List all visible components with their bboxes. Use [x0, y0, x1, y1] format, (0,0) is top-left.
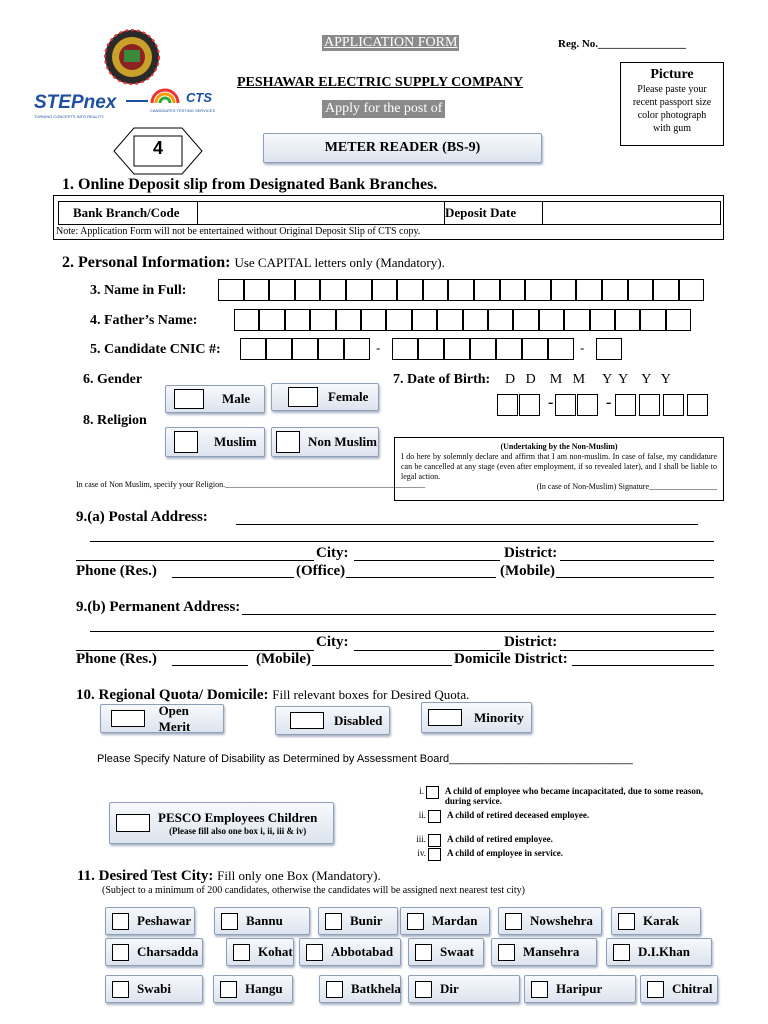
postal-city-label: City:: [316, 545, 349, 561]
open-merit-label: Open Merit: [158, 702, 191, 734]
permanent-district-input[interactable]: [560, 650, 714, 651]
father-char-box[interactable]: [590, 309, 615, 331]
father-char-box[interactable]: [336, 309, 361, 331]
test-city-label: Batkhela: [351, 981, 401, 996]
test-city-label: Swabi: [137, 981, 171, 996]
pesco-employees-children[interactable]: [109, 802, 334, 844]
name-char-box[interactable]: [218, 279, 244, 301]
gender-label: 6. Gender: [83, 372, 143, 387]
test-city-label: Dir: [440, 981, 459, 996]
gender-female-option[interactable]: [271, 383, 379, 411]
test-city-option[interactable]: [611, 907, 701, 935]
cnic-char-box[interactable]: [392, 338, 418, 360]
father-char-box[interactable]: [234, 309, 259, 331]
undertaking-text: I do here by solemnly declare and affirm that I am non-muslim. In case of false, my candidature can be cancelled at any stage (even after employment, if so revealed later), and I shall be liable to legal action.: [401, 452, 717, 481]
cts-logo-text: CTS: [186, 90, 212, 105]
religion-non-muslim-option[interactable]: [271, 427, 379, 457]
father-char-box[interactable]: [310, 309, 335, 331]
postal-line-2[interactable]: [90, 541, 714, 542]
test-city-option[interactable]: [213, 975, 293, 1003]
disabled-checkbox[interactable]: [290, 712, 324, 729]
separator-dash: -: [376, 340, 381, 355]
test-city-checkbox[interactable]: [415, 944, 432, 961]
deposit-date-label: Deposit Date: [445, 205, 517, 220]
father-char-box[interactable]: [259, 309, 284, 331]
postal-mobile-label: (Mobile): [500, 563, 555, 579]
cts-tagline: CANDIDATES TESTING SERVICES: [150, 108, 216, 113]
dob-digit-box[interactable]: [577, 394, 598, 416]
test-city-checkbox[interactable]: [233, 944, 250, 961]
separator-dash: -: [580, 340, 585, 355]
cnic-char-box[interactable]: [444, 338, 470, 360]
father-char-box[interactable]: [666, 309, 691, 331]
name-char-box[interactable]: [346, 279, 372, 301]
pesco-option-row[interactable]: [410, 834, 720, 847]
pesco-title: PESCO Employees Children: [158, 810, 318, 825]
stepnex-tagline: TURNING CONCEPTS INTO REALITY: [34, 114, 104, 119]
name-char-box[interactable]: [372, 279, 398, 301]
disabled-label: Disabled: [334, 712, 383, 728]
cnic-char-box[interactable]: [596, 338, 622, 360]
stepnex-logo-text: STEPnex: [34, 92, 117, 113]
section10-subtitle: Fill relevant boxes for Desired Quota.: [272, 687, 470, 702]
test-city-checkbox[interactable]: [325, 913, 342, 930]
pesco-option-number: iv.: [417, 848, 426, 858]
pesco-option-row[interactable]: [410, 848, 720, 861]
permanent-phone-res-label: Phone (Res.): [76, 651, 157, 667]
permanent-line-2[interactable]: [90, 631, 714, 632]
non-muslim-checkbox[interactable]: [276, 431, 300, 453]
dob-digit-box[interactable]: [687, 394, 708, 416]
test-city-checkbox[interactable]: [326, 981, 343, 998]
name-char-box[interactable]: [244, 279, 270, 301]
postal-line-3[interactable]: [76, 560, 314, 561]
pesco-option-checkbox[interactable]: [428, 834, 441, 847]
postal-phone-res-label: Phone (Res.): [76, 563, 157, 579]
postal-office-label: (Office): [296, 563, 346, 579]
cnic-char-box[interactable]: [418, 338, 444, 360]
cnic-char-box[interactable]: [470, 338, 496, 360]
cnic-char-box[interactable]: [240, 338, 266, 360]
permanent-phone-res-input[interactable]: [172, 665, 248, 666]
test-city-label: Mansehra: [523, 944, 580, 959]
section2-title: [62, 254, 445, 272]
pesco-emblem: [103, 28, 161, 86]
section1-title: 1. Online Deposit slip from Designated Bank Branches.: [62, 176, 438, 193]
section2-subtitle: Use CAPITAL letters only (Mandatory).: [234, 255, 445, 270]
dob-digit-box[interactable]: [555, 394, 576, 416]
father-char-box[interactable]: [285, 309, 310, 331]
name-label: 3. Name in Full:: [90, 283, 187, 298]
cts-rainbow-icon: [150, 86, 180, 104]
name-char-box[interactable]: [423, 279, 449, 301]
pesco-option-checkbox[interactable]: [428, 810, 441, 823]
test-city-checkbox[interactable]: [112, 944, 129, 961]
test-city-option[interactable]: [105, 938, 203, 966]
pesco-option-text: A child of retired employee.: [447, 834, 553, 844]
cnic-char-box[interactable]: [548, 338, 574, 360]
test-city-checkbox[interactable]: [306, 944, 323, 961]
dob-digit-box[interactable]: [663, 394, 684, 416]
permanent-mobile-label: (Mobile): [256, 651, 311, 667]
dob-digit-box[interactable]: [615, 394, 636, 416]
dob-separator: -: [606, 394, 612, 411]
test-city-checkbox[interactable]: [415, 981, 432, 998]
dob-separator: -: [548, 394, 554, 411]
postal-district-label: District:: [504, 545, 558, 561]
test-city-label: Bunir: [350, 913, 383, 928]
male-label: Male: [222, 391, 251, 406]
female-label: Female: [328, 389, 369, 404]
test-city-label: Hangu: [245, 981, 283, 996]
religion-label: 8. Religion: [83, 413, 147, 428]
test-city-option[interactable]: [408, 975, 520, 1003]
bank-table: [53, 195, 724, 240]
test-city-option[interactable]: [105, 907, 195, 935]
cnic-char-box[interactable]: [496, 338, 522, 360]
section11-subtitle: Fill only one Box (Mandatory).: [217, 868, 381, 883]
test-city-label: D.I.Khan: [638, 944, 691, 959]
test-city-checkbox[interactable]: [407, 913, 424, 930]
test-city-option[interactable]: [299, 938, 401, 966]
reg-no-label: Reg. No.________________: [558, 38, 687, 50]
domicile-label: Domicile District:: [454, 651, 568, 667]
section11-title: [77, 868, 381, 885]
bank-row: [58, 201, 721, 225]
test-city-option[interactable]: [498, 907, 602, 935]
pesco-option-row[interactable]: [410, 810, 720, 823]
pesco-option-row[interactable]: [410, 786, 720, 806]
undertaking-box: [394, 437, 724, 501]
test-city-checkbox[interactable]: [647, 981, 664, 998]
post-name: [263, 133, 542, 163]
pesco-option-text: A child of employee in service.: [447, 848, 563, 858]
name-char-box[interactable]: [295, 279, 321, 301]
name-char-box[interactable]: [628, 279, 654, 301]
permanent-district-label: District:: [504, 634, 558, 650]
picture-box-title: Picture: [650, 67, 694, 82]
dob-digit-box[interactable]: [497, 394, 518, 416]
cnic-char-box[interactable]: [318, 338, 344, 360]
name-char-box[interactable]: [500, 279, 526, 301]
pesco-option-number: ii.: [418, 810, 426, 820]
dob-digit-box[interactable]: [639, 394, 660, 416]
test-city-checkbox[interactable]: [618, 913, 635, 930]
muslim-label: Muslim: [214, 434, 257, 449]
name-char-box[interactable]: [551, 279, 577, 301]
test-city-option[interactable]: [524, 975, 636, 1003]
test-city-label: Charsadda: [137, 944, 199, 959]
name-char-box[interactable]: [448, 279, 474, 301]
bank-branch-label: Bank Branch/Code: [73, 205, 180, 220]
test-city-checkbox[interactable]: [220, 981, 237, 998]
religion-muslim-option[interactable]: [165, 427, 265, 457]
post-name-text: METER READER (BS-9): [324, 140, 481, 155]
name-char-box[interactable]: [320, 279, 346, 301]
apply-text: Apply for the post of: [322, 100, 445, 118]
test-city-option[interactable]: [640, 975, 718, 1003]
postal-label: 9.(a) Postal Address:: [76, 509, 208, 525]
father-char-box[interactable]: [564, 309, 589, 331]
test-city-label: Haripur: [556, 981, 603, 996]
cts-logo: [148, 86, 228, 118]
cnic-char-box[interactable]: [344, 338, 370, 360]
stepnex-logo: [34, 92, 126, 118]
muslim-checkbox[interactable]: [174, 431, 198, 453]
form-title: APPLICATION FORM: [324, 35, 458, 50]
test-city-label: Swaat: [440, 944, 474, 959]
minority-label: Minority: [474, 709, 524, 725]
father-char-box[interactable]: [488, 309, 513, 331]
test-city-option[interactable]: [606, 938, 712, 966]
section11-title-text: 11. Desired Test City:: [77, 868, 214, 884]
gender-male-option[interactable]: [165, 385, 265, 413]
name-char-box[interactable]: [653, 279, 679, 301]
father-char-box[interactable]: [539, 309, 564, 331]
test-city-label: Peshawar: [137, 913, 192, 928]
bank-branch-input[interactable]: [197, 202, 445, 224]
name-char-box[interactable]: [525, 279, 551, 301]
postal-office-input[interactable]: [346, 577, 496, 578]
pesco-checkbox[interactable]: [116, 814, 150, 832]
number-badge: 4: [152, 138, 163, 158]
deposit-date-input[interactable]: [542, 202, 722, 224]
section11-note: (Subject to a minimum of 200 candidates, otherwise the candidates will be assigned next nearest test city): [102, 885, 525, 896]
disability-text: Please Specify Nature of Disability as Determined by Assessment Board______________________________: [97, 753, 633, 765]
minority-checkbox[interactable]: [428, 709, 462, 726]
dob-format: D D M M Y Y Y Y: [505, 372, 671, 387]
father-char-box[interactable]: [640, 309, 665, 331]
religion-specify: In case of Non Muslim, specify your Religion.__________________________________________________: [76, 480, 426, 489]
undertaking-signature[interactable]: (In case of Non-Muslim) Signature_________________: [536, 482, 717, 491]
name-char-box[interactable]: [397, 279, 423, 301]
undertaking-title: (Undertaking by the Non-Muslim): [500, 442, 618, 451]
cnic-char-box[interactable]: [292, 338, 318, 360]
pesco-option-number: i.: [419, 786, 424, 796]
female-checkbox[interactable]: [288, 387, 318, 407]
postal-district-input[interactable]: [560, 560, 714, 561]
test-city-option[interactable]: [408, 938, 484, 966]
quota-open-merit[interactable]: [100, 704, 224, 733]
pesco-option-checkbox[interactable]: [428, 848, 441, 861]
test-city-label: Abbotabad: [331, 944, 394, 959]
permanent-line-1[interactable]: [242, 614, 716, 615]
pesco-option-text: A child of employee who became incapacitated, due to some reason, during service.: [444, 786, 704, 806]
test-city-checkbox[interactable]: [221, 913, 238, 930]
quota-disabled[interactable]: [275, 706, 390, 735]
test-city-label: Nowshehra: [530, 913, 593, 928]
pesco-subtitle: (Please fill also one box i, ii, iii & iv): [169, 826, 307, 836]
father-char-box[interactable]: [361, 309, 386, 331]
father-char-box[interactable]: [386, 309, 411, 331]
father-char-box[interactable]: [437, 309, 462, 331]
quota-minority[interactable]: [421, 702, 532, 733]
name-char-box[interactable]: [269, 279, 295, 301]
pesco-option-checkbox[interactable]: [426, 786, 439, 799]
test-city-checkbox[interactable]: [498, 944, 515, 961]
postal-city-input[interactable]: [354, 560, 500, 561]
father-char-box[interactable]: [615, 309, 640, 331]
postal-mobile-input[interactable]: [556, 577, 714, 578]
section10-title: [76, 687, 469, 704]
test-city-option[interactable]: [319, 975, 401, 1003]
non-muslim-label: Non Muslim: [308, 434, 377, 449]
postal-line-1[interactable]: [236, 524, 698, 525]
test-city-checkbox[interactable]: [112, 913, 129, 930]
dob-label: 7. Date of Birth:: [393, 372, 491, 387]
pesco-option-text: A child of retired deceased employee.: [447, 810, 590, 820]
name-char-box[interactable]: [602, 279, 628, 301]
name-char-box[interactable]: [576, 279, 602, 301]
test-city-checkbox[interactable]: [531, 981, 548, 998]
picture-box[interactable]: [620, 62, 724, 146]
cnic-char-box[interactable]: [266, 338, 292, 360]
pesco-text: [158, 810, 317, 836]
test-city-checkbox[interactable]: [112, 981, 129, 998]
test-city-label: Karak: [643, 913, 680, 928]
domicile-input[interactable]: [572, 665, 714, 666]
logo-connector: [126, 100, 148, 102]
test-city-checkbox[interactable]: [505, 913, 522, 930]
father-label: 4. Father’s Name:: [90, 313, 198, 328]
cnic-label: 5. Candidate CNIC #:: [90, 342, 221, 357]
test-city-option[interactable]: [105, 975, 203, 1003]
test-city-option[interactable]: [318, 907, 398, 935]
company-name: PESHAWAR ELECTRIC SUPPLY COMPANY: [237, 75, 524, 90]
test-city-checkbox[interactable]: [613, 944, 630, 961]
section2-title-text: 2. Personal Information:: [62, 254, 231, 271]
test-city-label: Kohat: [258, 944, 293, 959]
permanent-label: 9.(b) Permanent Address:: [76, 599, 241, 615]
section10-title-text: 10. Regional Quota/ Domicile:: [76, 687, 269, 703]
bank-note: Note: Application Form will not be entertained without Original Deposit Slip of CTS copy.: [56, 226, 421, 237]
postal-phone-res-input[interactable]: [172, 577, 294, 578]
test-city-label: Bannu: [246, 913, 283, 928]
cnic-char-box[interactable]: [522, 338, 548, 360]
father-char-box[interactable]: [412, 309, 437, 331]
test-city-option[interactable]: [226, 938, 294, 966]
permanent-mobile-input[interactable]: [312, 665, 452, 666]
test-city-option[interactable]: [400, 907, 490, 935]
name-char-box[interactable]: [679, 279, 705, 301]
father-char-box[interactable]: [463, 309, 488, 331]
name-char-box[interactable]: [474, 279, 500, 301]
picture-box-text: Please paste your recent passport size color photograph with gum: [632, 84, 712, 134]
test-city-label: Mardan: [432, 913, 478, 928]
permanent-city-label: City:: [316, 634, 349, 650]
test-city-label: Chitral: [672, 981, 713, 996]
test-city-option[interactable]: [214, 907, 310, 935]
open-merit-checkbox[interactable]: [111, 710, 145, 727]
father-char-box[interactable]: [513, 309, 538, 331]
pesco-option-number: iii.: [416, 834, 426, 844]
dob-digit-box[interactable]: [519, 394, 540, 416]
male-checkbox[interactable]: [174, 389, 204, 409]
test-city-option[interactable]: [491, 938, 597, 966]
